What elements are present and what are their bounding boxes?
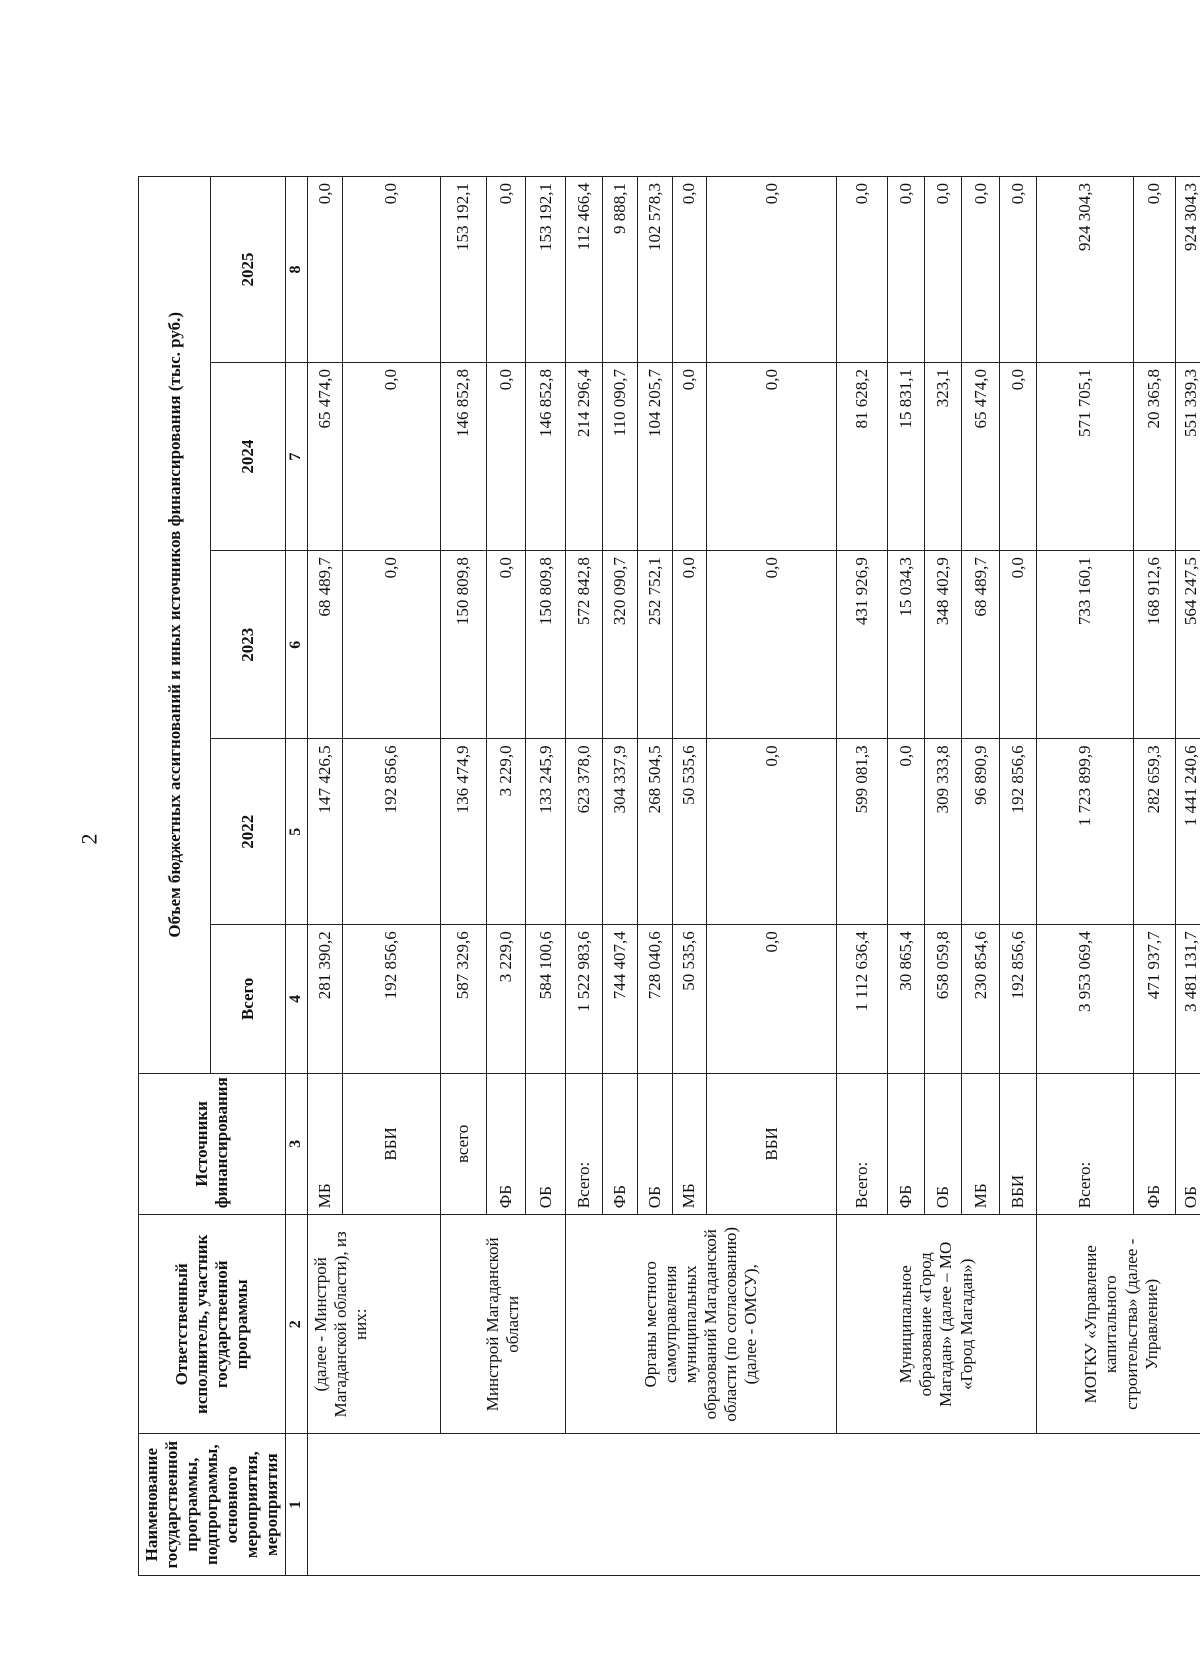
header-2023: 2023 [211, 551, 286, 739]
value-2024: 146 852,8 [440, 363, 486, 551]
value-2024: 104 205,7 [637, 363, 672, 551]
value-2024: 551 339,3 [1175, 363, 1200, 551]
value-2022: 304 337,9 [602, 739, 637, 925]
value-2023: 150 809,8 [526, 551, 565, 739]
value-2023: 0,0 [999, 551, 1036, 739]
value-2023: 431 926,9 [837, 551, 888, 739]
value-total: 471 937,7 [1134, 925, 1176, 1073]
value-2024: 20 365,8 [1134, 363, 1176, 551]
source-cell: ФБ [486, 1073, 525, 1215]
value-total: 1 522 983,6 [565, 925, 602, 1073]
value-total: 658 059,8 [925, 925, 962, 1073]
value-2024: 65 474,0 [962, 363, 999, 551]
value-2022: 623 378,0 [565, 739, 602, 925]
executor-cell: Органы местного самоуправления муниципальных образований Магаданской области (по согласованию) (далее - ОМСУ), [565, 1215, 836, 1434]
value-2023: 0,0 [672, 551, 707, 739]
value-2024: 0,0 [707, 363, 837, 551]
table-row [440, 177, 486, 1576]
value-2025: 112 466,4 [565, 177, 602, 363]
header-2022: 2022 [211, 739, 286, 925]
value-2022: 268 504,5 [637, 739, 672, 925]
value-2023: 320 090,7 [602, 551, 637, 739]
column-index: 1 [286, 1434, 308, 1576]
value-2023: 68 489,7 [962, 551, 999, 739]
header-sources: Источники финансирования [139, 1073, 286, 1215]
value-2025: 0,0 [962, 177, 999, 363]
source-cell: ФБ [888, 1073, 925, 1215]
source-cell: ФБ [602, 1073, 637, 1215]
value-2022: 192 856,6 [343, 739, 440, 925]
value-2022: 147 426,5 [308, 739, 343, 925]
source-cell: Всего: [1036, 1073, 1133, 1215]
value-2022: 282 659,3 [1134, 739, 1176, 925]
value-2023: 150 809,8 [440, 551, 486, 739]
value-2024: 0,0 [486, 363, 525, 551]
value-total: 728 040,6 [637, 925, 672, 1073]
value-2025: 9 888,1 [602, 177, 637, 363]
executor-cell: Муниципальное образование «Город Магадан» (далее – МО «Город Магадан») [837, 1215, 1036, 1434]
header-executor: Ответственный исполнитель, участник государственной программы [139, 1215, 286, 1434]
column-index: 5 [286, 739, 308, 925]
value-2025: 0,0 [1134, 177, 1176, 363]
value-2022: 96 890,9 [962, 739, 999, 925]
value-2023: 733 160,1 [1036, 551, 1133, 739]
value-2023: 348 402,9 [925, 551, 962, 739]
source-cell: МБ [962, 1073, 999, 1215]
source-cell: ОБ [1175, 1073, 1200, 1215]
value-2025: 0,0 [486, 177, 525, 363]
source-cell: МБ [672, 1073, 707, 1215]
value-2023: 564 247,5 [1175, 551, 1200, 739]
program-name-cell [308, 1434, 1200, 1576]
executor-cell: Минстрой Магаданской области [440, 1215, 565, 1434]
value-2025: 0,0 [999, 177, 1036, 363]
value-2025: 102 578,3 [637, 177, 672, 363]
value-2025: 0,0 [925, 177, 962, 363]
value-2024: 110 090,7 [602, 363, 637, 551]
value-2022: 50 535,6 [672, 739, 707, 925]
value-2022: 309 333,8 [925, 739, 962, 925]
value-2024: 81 628,2 [837, 363, 888, 551]
table-row [1036, 177, 1133, 1576]
value-2024: 15 831,1 [888, 363, 925, 551]
value-total: 1 112 636,4 [837, 925, 888, 1073]
table-row [565, 177, 602, 1576]
value-2022: 192 856,6 [999, 739, 1036, 925]
value-2024: 323,1 [925, 363, 962, 551]
value-total: 0,0 [707, 925, 837, 1073]
header-total: Всего [211, 925, 286, 1073]
value-2023: 68 489,7 [308, 551, 343, 739]
page-number: 2 [76, 833, 102, 845]
value-2024: 214 296,4 [565, 363, 602, 551]
executor-cell: (далее - Минстрой Магаданской области), из них: [308, 1215, 440, 1434]
value-2023: 0,0 [486, 551, 525, 739]
value-2024: 571 705,1 [1036, 363, 1133, 551]
column-index: 2 [286, 1215, 308, 1434]
value-2025: 0,0 [707, 177, 837, 363]
value-total: 192 856,6 [999, 925, 1036, 1073]
column-index: 8 [286, 177, 308, 363]
source-cell: всего [440, 1073, 486, 1215]
rotated-page [138, 176, 1200, 1576]
value-2024: 0,0 [343, 363, 440, 551]
value-2025: 0,0 [672, 177, 707, 363]
source-cell: ОБ [526, 1073, 565, 1215]
value-2023: 252 752,1 [637, 551, 672, 739]
header-2024: 2024 [211, 363, 286, 551]
table-row [837, 177, 888, 1576]
source-cell: ОБ [637, 1073, 672, 1215]
value-2022: 0,0 [707, 739, 837, 925]
value-2022: 136 474,9 [440, 739, 486, 925]
value-2022: 133 245,9 [526, 739, 565, 925]
value-2025: 153 192,1 [440, 177, 486, 363]
value-2024: 0,0 [672, 363, 707, 551]
value-2023: 572 842,8 [565, 551, 602, 739]
source-cell: ФБ [1134, 1073, 1176, 1215]
source-cell: МБ [308, 1073, 343, 1215]
column-index: 7 [286, 363, 308, 551]
value-2025: 924 304,3 [1036, 177, 1133, 363]
value-total: 3 229,0 [486, 925, 525, 1073]
value-2024: 146 852,8 [526, 363, 565, 551]
value-2025: 0,0 [888, 177, 925, 363]
value-2022: 1 441 240,6 [1175, 739, 1200, 925]
header-2025: 2025 [211, 177, 286, 363]
value-2023: 15 034,3 [888, 551, 925, 739]
column-index: 4 [286, 925, 308, 1073]
table-row [308, 177, 343, 1576]
value-total: 50 535,6 [672, 925, 707, 1073]
value-2025: 0,0 [308, 177, 343, 363]
source-cell: ОБ [925, 1073, 962, 1215]
source-cell: ВБИ [707, 1073, 837, 1215]
value-total: 587 329,6 [440, 925, 486, 1073]
value-total: 584 100,6 [526, 925, 565, 1073]
value-2022: 3 229,0 [486, 739, 525, 925]
value-total: 281 390,2 [308, 925, 343, 1073]
value-2024: 65 474,0 [308, 363, 343, 551]
source-cell: ВБИ [343, 1073, 440, 1215]
header-program-name: Наименование государственной программы, подпрограммы, основного мероприятия, мероприятия [139, 1434, 286, 1576]
value-2025: 0,0 [343, 177, 440, 363]
financing-table [138, 176, 1200, 1576]
value-2022: 599 081,3 [837, 739, 888, 925]
value-2022: 1 723 899,9 [1036, 739, 1133, 925]
value-2024: 0,0 [999, 363, 1036, 551]
executor-cell: МОГКУ «Управление капитального строительства» (далее - Управление) [1036, 1215, 1200, 1434]
value-2025: 0,0 [837, 177, 888, 363]
column-index: 3 [286, 1073, 308, 1215]
value-total: 3 481 131,7 [1175, 925, 1200, 1073]
source-cell: Всего: [565, 1073, 602, 1215]
value-total: 192 856,6 [343, 925, 440, 1073]
value-2023: 0,0 [343, 551, 440, 739]
value-2022: 0,0 [888, 739, 925, 925]
value-total: 744 407,4 [602, 925, 637, 1073]
source-cell: ВБИ [999, 1073, 1036, 1215]
source-cell: Всего: [837, 1073, 888, 1215]
value-2025: 153 192,1 [526, 177, 565, 363]
column-index: 6 [286, 551, 308, 739]
value-2023: 168 912,6 [1134, 551, 1176, 739]
value-total: 230 854,6 [962, 925, 999, 1073]
header-volume: Объем бюджетных ассигнований и иных источников финансирования (тыс. руб.) [139, 177, 211, 1074]
value-2023: 0,0 [707, 551, 837, 739]
value-total: 3 953 069,4 [1036, 925, 1133, 1073]
value-total: 30 865,4 [888, 925, 925, 1073]
value-2025: 924 304,3 [1175, 177, 1200, 363]
